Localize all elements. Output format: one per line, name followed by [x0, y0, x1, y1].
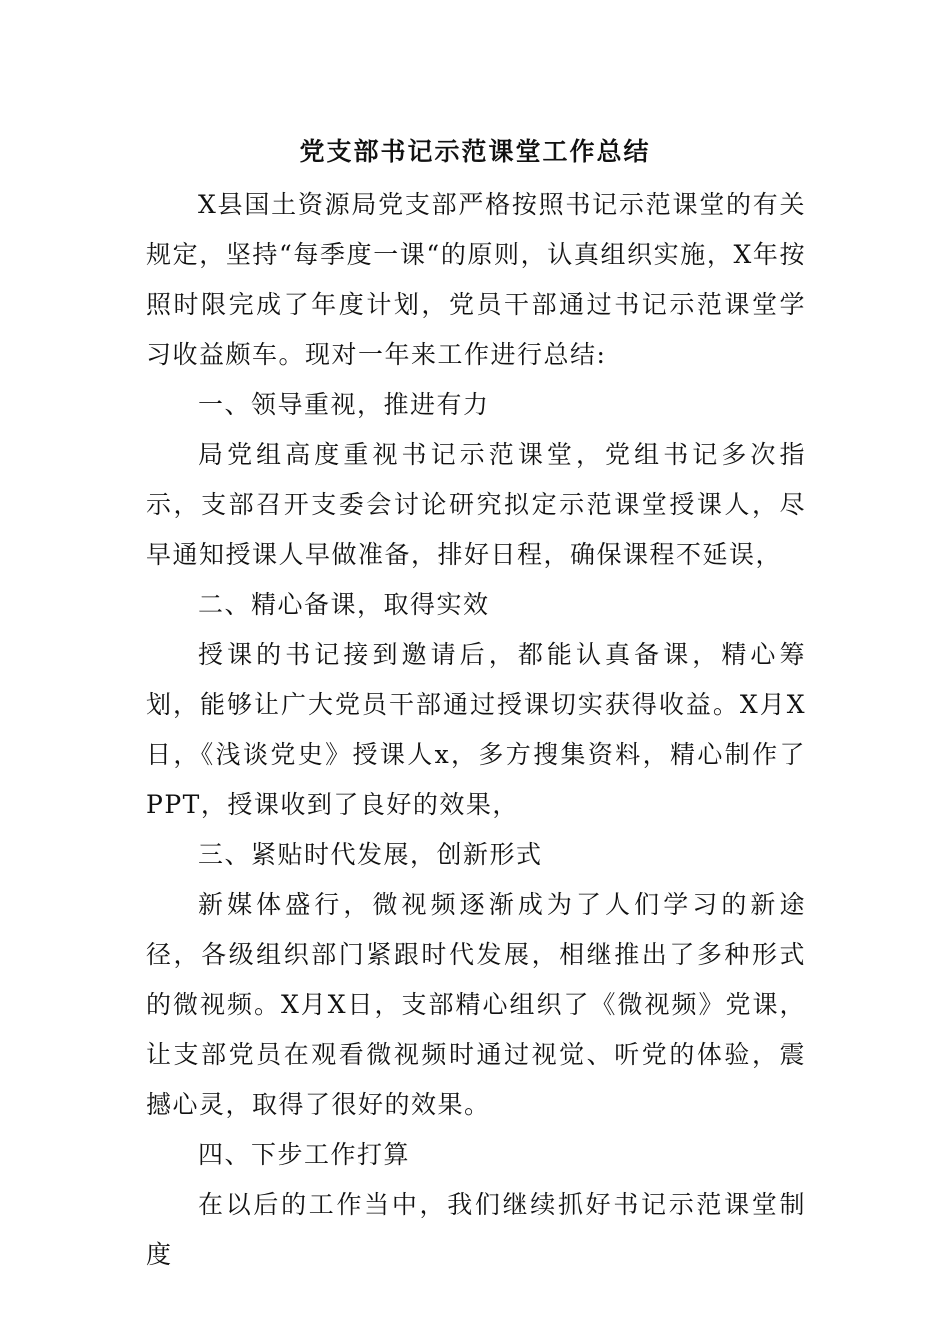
section-1-heading: 一、领导重视，推进有力 [198, 390, 490, 419]
section-3-heading: 三、紧贴时代发展，创新形式 [198, 840, 543, 869]
section-2-heading: 二、精心备课，取得实效 [198, 590, 490, 619]
document-body [146, 180, 806, 1280]
section-4-heading: 四、下步工作打算 [198, 1140, 411, 1169]
intro-paragraph: X县国土资源局党支部严格按照书记示范课堂的有关规定，坚持“每季度一课“的原则，认真组织实施，X年按照时限完成了年度计划，党员干部通过书记示范课堂学习收益颇车。现对一年来工作进行总结: [146, 190, 806, 369]
section-4-body: 在以后的工作当中，我们继续抓好书记示范课堂制度 [146, 1190, 806, 1269]
document-title: 党支部书记示范课堂工作总结 [299, 137, 651, 166]
section-1-body: 局党组高度重视书记示范课堂，党组书记多次指示，支部召开支委会讨论研究拟定示范课堂授课人，尽早通知授课人早做准备，排好日程，确保课程不延误， [146, 440, 806, 569]
section-3-body: 新媒体盛行，微视频逐渐成为了人们学习的新途径，各级组织部门紧跟时代发展，相继推出了多种形式的微视频。X月X日，支部精心组织了《微视频》党课，让支部党员在观看微视频时通过视觉、听党的体验，震撼心灵，取得了很好的效果。 [146, 890, 806, 1119]
section-2-body: 授课的书记接到邀请后，都能认真备课，精心筹划，能够让广大党员干部通过授课切实获得收益。X月X日，《浅谈党史》授课人x，多方搜集资料，精心制作了PPT，授课收到了良好的效果， [146, 640, 806, 819]
